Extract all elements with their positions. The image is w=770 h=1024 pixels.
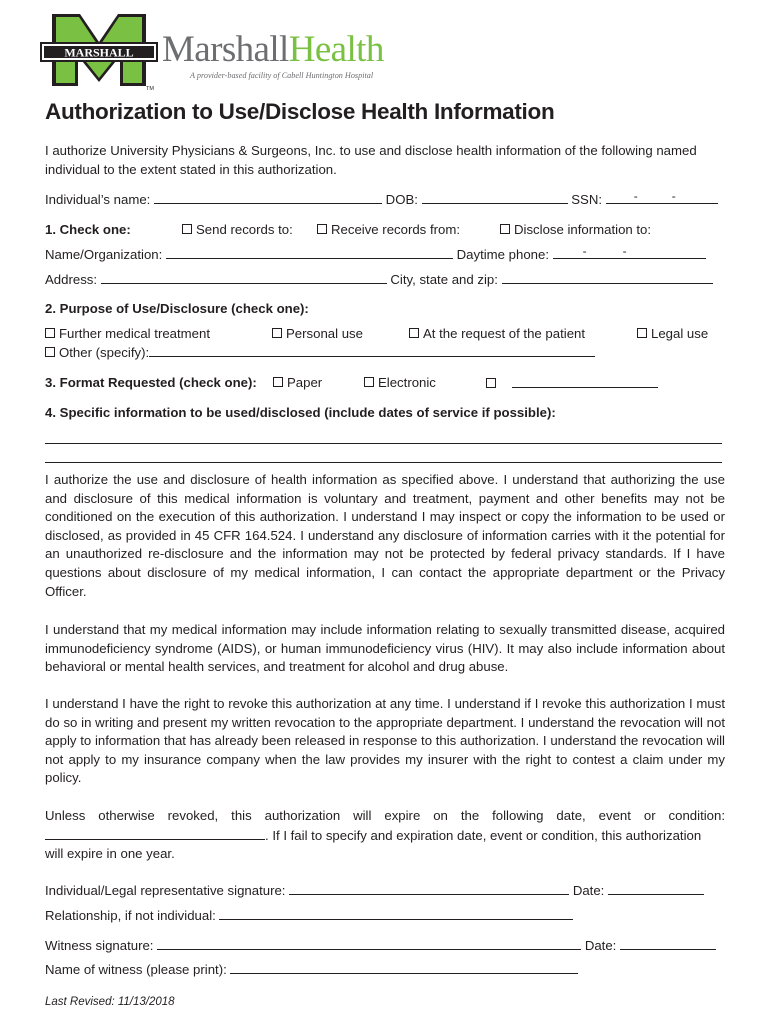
relationship-field[interactable] bbox=[219, 907, 573, 920]
checkbox-icon[interactable] bbox=[272, 328, 282, 338]
last-revised: Last Revised: 11/13/2018 bbox=[45, 996, 175, 1008]
purpose-other-row bbox=[45, 344, 595, 361]
daytime-phone-label: Daytime phone: bbox=[456, 247, 549, 262]
checkbox-icon[interactable] bbox=[637, 328, 647, 338]
organization-row bbox=[45, 246, 706, 263]
disclose-info-option[interactable]: Disclose information to: bbox=[500, 222, 651, 238]
checkbox-icon[interactable] bbox=[45, 328, 55, 338]
checkbox-icon[interactable] bbox=[364, 377, 374, 387]
page-title: Authorization to Use/Disclose Health Information bbox=[45, 99, 555, 124]
checkbox-icon[interactable] bbox=[182, 224, 192, 234]
receive-records-option[interactable]: Receive records from: bbox=[317, 222, 460, 238]
checkbox-icon[interactable] bbox=[273, 377, 283, 387]
checkbox-icon[interactable] bbox=[486, 378, 496, 388]
send-records-option[interactable]: Send records to: bbox=[182, 222, 293, 238]
marshall-logo bbox=[40, 12, 158, 88]
specific-heading: 4. Specific information to be used/disclosed (include dates of service if possible): bbox=[45, 405, 556, 420]
address-row bbox=[45, 271, 713, 288]
name-org-field[interactable] bbox=[166, 246, 453, 259]
witness-date-label: Date: bbox=[584, 938, 617, 953]
name-label: Individual’s name: bbox=[45, 192, 151, 207]
individual-signature-label: Individual/Legal representative signature: bbox=[45, 883, 286, 898]
svg-text:MARSHALL: MARSHALL bbox=[64, 45, 134, 60]
expire-date-field[interactable] bbox=[45, 827, 265, 840]
witness-name-row bbox=[45, 961, 578, 978]
address-label: Address: bbox=[45, 272, 98, 287]
relationship-label: Relationship, if not individual: bbox=[45, 908, 216, 923]
individual-row bbox=[45, 191, 718, 208]
witness-name-field[interactable] bbox=[230, 961, 578, 974]
name-field[interactable] bbox=[154, 191, 382, 204]
individual-date-field[interactable] bbox=[608, 882, 704, 895]
dob-label: DOB: bbox=[385, 192, 418, 207]
sensitive-info-paragraph: I understand that my medical information may include information relating to sexually transmitted disease, acquired immunodeficiency syndrome (AIDS), or human immunodeficiency virus (HIV). It may also include information about behavioral or mental health services, and treatment for alcohol and drug abuse. bbox=[45, 622, 725, 675]
format-paper[interactable]: Paper bbox=[273, 375, 322, 391]
purpose-heading: 2. Purpose of Use/Disclosure (check one): bbox=[45, 301, 309, 316]
checkbox-icon[interactable] bbox=[409, 328, 419, 338]
check-one-row bbox=[45, 222, 725, 238]
purpose-personal-use[interactable]: Personal use bbox=[272, 326, 363, 342]
format-heading: 3. Format Requested (check one): bbox=[45, 375, 257, 390]
witness-date-field[interactable] bbox=[620, 937, 716, 950]
checkbox-icon[interactable] bbox=[500, 224, 510, 234]
relationship-row bbox=[45, 907, 573, 924]
expire-middle: . If I fail to specify and expiration date, event or condition, this authorization bbox=[265, 828, 702, 843]
format-row bbox=[45, 375, 725, 391]
individual-date-label: Date: bbox=[572, 883, 605, 898]
specific-line-2[interactable] bbox=[45, 462, 722, 463]
witness-signature-row bbox=[45, 937, 716, 954]
brand-second: Health bbox=[288, 29, 384, 70]
ssn-label: SSN: bbox=[571, 192, 603, 207]
trademark: TM bbox=[146, 86, 154, 92]
purpose-other-label: Other (specify): bbox=[59, 345, 150, 360]
expire-middle-row bbox=[45, 827, 725, 844]
marshall-m-logo-icon bbox=[40, 12, 158, 88]
brand-name bbox=[162, 30, 384, 70]
individual-signature-row bbox=[45, 882, 704, 899]
daytime-phone-field[interactable]: - - bbox=[553, 246, 706, 259]
witness-signature-label: Witness signature: bbox=[45, 938, 154, 953]
format-other-field[interactable] bbox=[512, 375, 658, 388]
brand-tagline: A provider-based facility of Cabell Huntington Hospital bbox=[190, 71, 374, 80]
witness-signature-field[interactable] bbox=[157, 937, 581, 950]
individual-signature-field[interactable] bbox=[289, 882, 569, 895]
purpose-other-field[interactable] bbox=[149, 344, 595, 357]
disclosure-paragraph: I authorize the use and disclosure of health information as specified above. I understand that authorizing the use and disclosure of this medical information is voluntary and treatment, payment and other benefits may not be conditioned on the execution of this authorization. I understand I may inspect or copy the information to be used or disclosed, as provided in 45 CFR 164.524. I understand any disclosure of information carries with it the potential for an unauthorized re-disclosure and the information may not be protected by federal privacy standards. If I have questions about disclosure of my medical information, I can contact the appropriate department or the Privacy Officer. bbox=[45, 472, 725, 599]
format-electronic[interactable]: Electronic bbox=[364, 375, 436, 391]
brand-first: Marshall bbox=[162, 29, 289, 70]
witness-name-label: Name of witness (please print): bbox=[45, 962, 227, 977]
dob-field[interactable] bbox=[422, 191, 568, 204]
checkbox-icon[interactable] bbox=[45, 347, 55, 357]
name-org-label: Name/Organization: bbox=[45, 247, 163, 262]
city-label: City, state and zip: bbox=[390, 272, 498, 287]
checkbox-icon[interactable] bbox=[317, 224, 327, 234]
check-one-label: 1. Check one: bbox=[45, 222, 131, 237]
purpose-request-of-patient[interactable]: At the request of the patient bbox=[409, 326, 585, 342]
purpose-further-treatment[interactable]: Further medical treatment bbox=[45, 326, 210, 342]
city-field[interactable] bbox=[502, 271, 713, 284]
intro-text: I authorize University Physicians & Surgeons, Inc. to use and disclose health information of the following named individual to the extent stated in this authorization. bbox=[45, 143, 697, 177]
expire-tail: will expire in one year. bbox=[45, 846, 175, 861]
expire-lead: Unless otherwise revoked, this authorization will expire on the following date, event or condition: bbox=[45, 808, 725, 823]
format-other[interactable] bbox=[486, 375, 658, 392]
ssn-field[interactable]: - - bbox=[606, 191, 718, 204]
revocation-paragraph: I understand I have the right to revoke this authorization at any time. I understand if I revoke this authorization I must do so in writing and present my written revocation to the appropriate department. I understand the revocation will not apply to information that has already been released in response to this authorization. I understand the revocation will not apply to my insurance company when the law provides my insurer with the right to contest a claim under my policy. bbox=[45, 696, 725, 786]
specific-line-1[interactable] bbox=[45, 443, 722, 444]
purpose-legal-use[interactable]: Legal use bbox=[637, 326, 708, 342]
address-field[interactable] bbox=[101, 271, 387, 284]
